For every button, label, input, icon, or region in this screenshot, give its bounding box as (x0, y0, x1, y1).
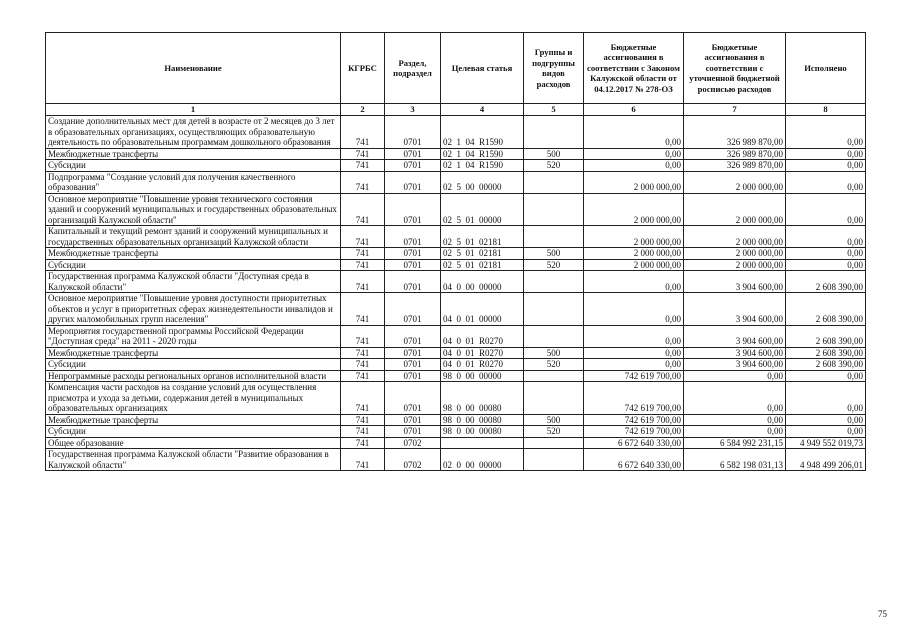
column-number: 3 (385, 104, 441, 116)
razdel-cell: 0701 (385, 248, 441, 260)
row-name-cell: Мероприятия государственной программы Российской Федерации "Доступная среда" на 2011 - 2020 годы (46, 325, 341, 347)
column-number: 1 (46, 104, 341, 116)
row-name-cell: Межбюджетные трансферты (46, 414, 341, 426)
row-name-cell: Государственная программа Калужской области "Развитие образования в Калужской области" (46, 449, 341, 471)
kgrbs-cell: 741 (341, 382, 385, 415)
expense-group-cell (524, 226, 584, 248)
row-name-cell: Субсидии (46, 160, 341, 172)
row-name-cell: Основное мероприятие "Повышение уровня доступности приоритетных объектов и услуг в приоритетных сферах жизнедеятельности инвалидов и других маломобильных групп населения" (46, 293, 341, 326)
column-number: 8 (786, 104, 866, 116)
target-article-cell: 02 0 00 00000 (441, 449, 524, 471)
table-body (46, 116, 866, 471)
refined-allocation-cell: 2 000 000,00 (684, 171, 786, 193)
law-allocation-cell: 2 000 000,00 (584, 171, 684, 193)
budget-execution-table (45, 32, 866, 471)
refined-allocation-cell: 3 904 600,00 (684, 325, 786, 347)
executed-cell: 4 949 552 019,73 (786, 437, 866, 449)
executed-cell: 0,00 (786, 382, 866, 415)
target-article-cell: 98 0 00 00080 (441, 426, 524, 438)
kgrbs-cell: 741 (341, 359, 385, 371)
row-name-cell: Межбюджетные трансферты (46, 148, 341, 160)
row-name-cell: Компенсация части расходов на создание условий для осуществления присмотра и ухода за детьми, содержания детей в муниципальных образовательных организациях (46, 382, 341, 415)
expense-group-cell: 520 (524, 359, 584, 371)
executed-cell: 4 948 499 206,01 (786, 449, 866, 471)
razdel-cell: 0701 (385, 359, 441, 371)
expense-group-cell (524, 293, 584, 326)
column-number: 2 (341, 104, 385, 116)
razdel-cell: 0701 (385, 347, 441, 359)
kgrbs-cell: 741 (341, 226, 385, 248)
row-name-cell: Капитальный и текущий ремонт зданий и сооружений муниципальных и государственных образовательных организаций Калужской области (46, 226, 341, 248)
row-name-cell: Государственная программа Калужской области "Доступная среда в Калужской области" (46, 271, 341, 293)
row-name-cell: Непрограммные расходы региональных органов исполнительной власти (46, 370, 341, 382)
razdel-cell: 0701 (385, 426, 441, 438)
target-article-cell: 04 0 01 R0270 (441, 325, 524, 347)
kgrbs-cell: 741 (341, 293, 385, 326)
refined-allocation-cell: 0,00 (684, 382, 786, 415)
kgrbs-cell: 741 (341, 271, 385, 293)
row-name-cell: Субсидии (46, 426, 341, 438)
refined-allocation-cell: 0,00 (684, 370, 786, 382)
table-row (46, 226, 866, 248)
expense-group-cell (524, 449, 584, 471)
kgrbs-cell: 741 (341, 248, 385, 260)
header-razdel: Раздел, подраздел (385, 33, 441, 104)
target-article-cell: 02 5 01 00000 (441, 193, 524, 226)
executed-cell: 0,00 (786, 259, 866, 271)
law-allocation-cell: 742 619 700,00 (584, 370, 684, 382)
expense-group-cell (524, 193, 584, 226)
law-allocation-cell: 0,00 (584, 116, 684, 149)
law-allocation-cell: 742 619 700,00 (584, 426, 684, 438)
expense-group-cell: 520 (524, 426, 584, 438)
executed-cell: 0,00 (786, 426, 866, 438)
law-allocation-cell: 0,00 (584, 347, 684, 359)
razdel-cell: 0702 (385, 449, 441, 471)
target-article-cell: 98 0 00 00080 (441, 414, 524, 426)
table-row (46, 437, 866, 449)
column-number: 5 (524, 104, 584, 116)
law-allocation-cell: 2 000 000,00 (584, 259, 684, 271)
razdel-cell: 0702 (385, 437, 441, 449)
law-allocation-cell: 6 672 640 330,00 (584, 449, 684, 471)
executed-cell: 2 608 390,00 (786, 359, 866, 371)
kgrbs-cell: 741 (341, 414, 385, 426)
table-row (46, 160, 866, 172)
column-number: 4 (441, 104, 524, 116)
expense-group-cell: 500 (524, 347, 584, 359)
law-allocation-cell: 0,00 (584, 160, 684, 172)
refined-allocation-cell: 2 000 000,00 (684, 193, 786, 226)
kgrbs-cell: 741 (341, 347, 385, 359)
expense-group-cell: 500 (524, 148, 584, 160)
executed-cell: 0,00 (786, 148, 866, 160)
refined-allocation-cell: 3 904 600,00 (684, 271, 786, 293)
razdel-cell: 0701 (385, 271, 441, 293)
kgrbs-cell: 741 (341, 426, 385, 438)
target-article-cell: 02 1 04 R1590 (441, 160, 524, 172)
expense-group-cell (524, 437, 584, 449)
expense-group-cell: 520 (524, 160, 584, 172)
row-name-cell: Основное мероприятие "Повышение уровня технического состояния зданий и сооружений муниципальных и государственных образовательных организаций Калужской области" (46, 193, 341, 226)
table-row (46, 293, 866, 326)
table-row (46, 171, 866, 193)
executed-cell: 0,00 (786, 226, 866, 248)
refined-allocation-cell: 2 000 000,00 (684, 226, 786, 248)
column-number: 6 (584, 104, 684, 116)
target-article-cell: 02 5 00 00000 (441, 171, 524, 193)
target-article-cell: 98 0 00 00000 (441, 370, 524, 382)
row-name-cell: Общее образование (46, 437, 341, 449)
target-article-cell: 98 0 00 00080 (441, 382, 524, 415)
kgrbs-cell: 741 (341, 148, 385, 160)
table-row (46, 370, 866, 382)
expense-group-cell (524, 325, 584, 347)
target-article-cell: 04 0 01 R0270 (441, 359, 524, 371)
target-article-cell: 02 1 04 R1590 (441, 148, 524, 160)
expense-group-cell: 520 (524, 259, 584, 271)
kgrbs-cell: 741 (341, 449, 385, 471)
razdel-cell: 0701 (385, 370, 441, 382)
expense-group-cell (524, 382, 584, 415)
table-row (46, 193, 866, 226)
kgrbs-cell: 741 (341, 116, 385, 149)
razdel-cell: 0701 (385, 325, 441, 347)
refined-allocation-cell: 2 000 000,00 (684, 248, 786, 260)
row-name-cell: Субсидии (46, 359, 341, 371)
target-article-cell: 02 1 04 R1590 (441, 116, 524, 149)
table-row (46, 116, 866, 149)
refined-allocation-cell: 3 904 600,00 (684, 293, 786, 326)
razdel-cell: 0701 (385, 382, 441, 415)
razdel-cell: 0701 (385, 171, 441, 193)
executed-cell: 2 608 390,00 (786, 293, 866, 326)
refined-allocation-cell: 326 989 870,00 (684, 116, 786, 149)
executed-cell: 2 608 390,00 (786, 271, 866, 293)
expense-group-cell (524, 271, 584, 293)
table-row (46, 271, 866, 293)
law-allocation-cell: 742 619 700,00 (584, 414, 684, 426)
razdel-cell: 0701 (385, 148, 441, 160)
refined-allocation-cell: 6 582 198 031,13 (684, 449, 786, 471)
target-article-cell: 02 5 01 02181 (441, 259, 524, 271)
table-row (46, 325, 866, 347)
table-row (46, 382, 866, 415)
executed-cell: 0,00 (786, 116, 866, 149)
kgrbs-cell: 741 (341, 325, 385, 347)
executed-cell: 0,00 (786, 171, 866, 193)
refined-allocation-cell: 0,00 (684, 426, 786, 438)
law-allocation-cell: 0,00 (584, 271, 684, 293)
executed-cell: 0,00 (786, 414, 866, 426)
column-number-row (46, 104, 866, 116)
kgrbs-cell: 741 (341, 171, 385, 193)
refined-allocation-cell: 2 000 000,00 (684, 259, 786, 271)
header-target-article: Целевая статья (441, 33, 524, 104)
law-allocation-cell: 742 619 700,00 (584, 382, 684, 415)
header-name: Наименование (46, 33, 341, 104)
row-name-cell: Создание дополнительных мест для детей в возрасте от 2 месяцев до 3 лет в образовательных организациях, осуществляющих образовательную деятельность по образовательным программам дошкольного образования (46, 116, 341, 149)
refined-allocation-cell: 326 989 870,00 (684, 148, 786, 160)
expense-group-cell (524, 370, 584, 382)
executed-cell: 0,00 (786, 248, 866, 260)
row-name-cell: Межбюджетные трансферты (46, 347, 341, 359)
kgrbs-cell: 741 (341, 259, 385, 271)
target-article-cell: 02 5 01 02181 (441, 248, 524, 260)
executed-cell: 0,00 (786, 160, 866, 172)
law-allocation-cell: 0,00 (584, 325, 684, 347)
kgrbs-cell: 741 (341, 160, 385, 172)
row-name-cell: Межбюджетные трансферты (46, 248, 341, 260)
refined-allocation-cell: 326 989 870,00 (684, 160, 786, 172)
executed-cell: 2 608 390,00 (786, 347, 866, 359)
target-article-cell: 04 0 01 00000 (441, 293, 524, 326)
header-kgrbs: КГРБС (341, 33, 385, 104)
kgrbs-cell: 741 (341, 193, 385, 226)
refined-allocation-cell: 6 584 992 231,15 (684, 437, 786, 449)
header-law-allocations: Бюджетные ассигнования в соответствии с Законом Калужской области от 04.12.2017 № 278-ОЗ (584, 33, 684, 104)
law-allocation-cell: 0,00 (584, 148, 684, 160)
law-allocation-cell: 2 000 000,00 (584, 193, 684, 226)
law-allocation-cell: 6 672 640 330,00 (584, 437, 684, 449)
expense-group-cell: 500 (524, 248, 584, 260)
razdel-cell: 0701 (385, 259, 441, 271)
header-row (46, 33, 866, 104)
header-refined-allocations: Бюджетные ассигнования в соответствии с уточненной бюджетной росписью расходов (684, 33, 786, 104)
law-allocation-cell: 2 000 000,00 (584, 248, 684, 260)
kgrbs-cell: 741 (341, 437, 385, 449)
row-name-cell: Субсидии (46, 259, 341, 271)
law-allocation-cell: 2 000 000,00 (584, 226, 684, 248)
table-row (46, 449, 866, 471)
razdel-cell: 0701 (385, 226, 441, 248)
table-row (46, 347, 866, 359)
executed-cell: 0,00 (786, 193, 866, 226)
target-article-cell: 02 5 01 02181 (441, 226, 524, 248)
table-row (46, 426, 866, 438)
executed-cell: 0,00 (786, 370, 866, 382)
expense-group-cell (524, 171, 584, 193)
page-number: 75 (878, 609, 887, 619)
header-expense-groups: Группы и подгруппы видов расходов (524, 33, 584, 104)
target-article-cell: 04 0 01 R0270 (441, 347, 524, 359)
table-row (46, 148, 866, 160)
razdel-cell: 0701 (385, 116, 441, 149)
target-article-cell: 04 0 00 00000 (441, 271, 524, 293)
refined-allocation-cell: 3 904 600,00 (684, 359, 786, 371)
razdel-cell: 0701 (385, 414, 441, 426)
table-row (46, 259, 866, 271)
expense-group-cell (524, 116, 584, 149)
expense-group-cell: 500 (524, 414, 584, 426)
executed-cell: 2 608 390,00 (786, 325, 866, 347)
header-executed: Исполнено (786, 33, 866, 104)
target-article-cell (441, 437, 524, 449)
razdel-cell: 0701 (385, 293, 441, 326)
kgrbs-cell: 741 (341, 370, 385, 382)
table-row (46, 414, 866, 426)
razdel-cell: 0701 (385, 160, 441, 172)
column-number: 7 (684, 104, 786, 116)
razdel-cell: 0701 (385, 193, 441, 226)
refined-allocation-cell: 0,00 (684, 414, 786, 426)
law-allocation-cell: 0,00 (584, 359, 684, 371)
law-allocation-cell: 0,00 (584, 293, 684, 326)
row-name-cell: Подпрограмма "Создание условий для получения качественного образования" (46, 171, 341, 193)
table-row (46, 248, 866, 260)
table-row (46, 359, 866, 371)
refined-allocation-cell: 3 904 600,00 (684, 347, 786, 359)
